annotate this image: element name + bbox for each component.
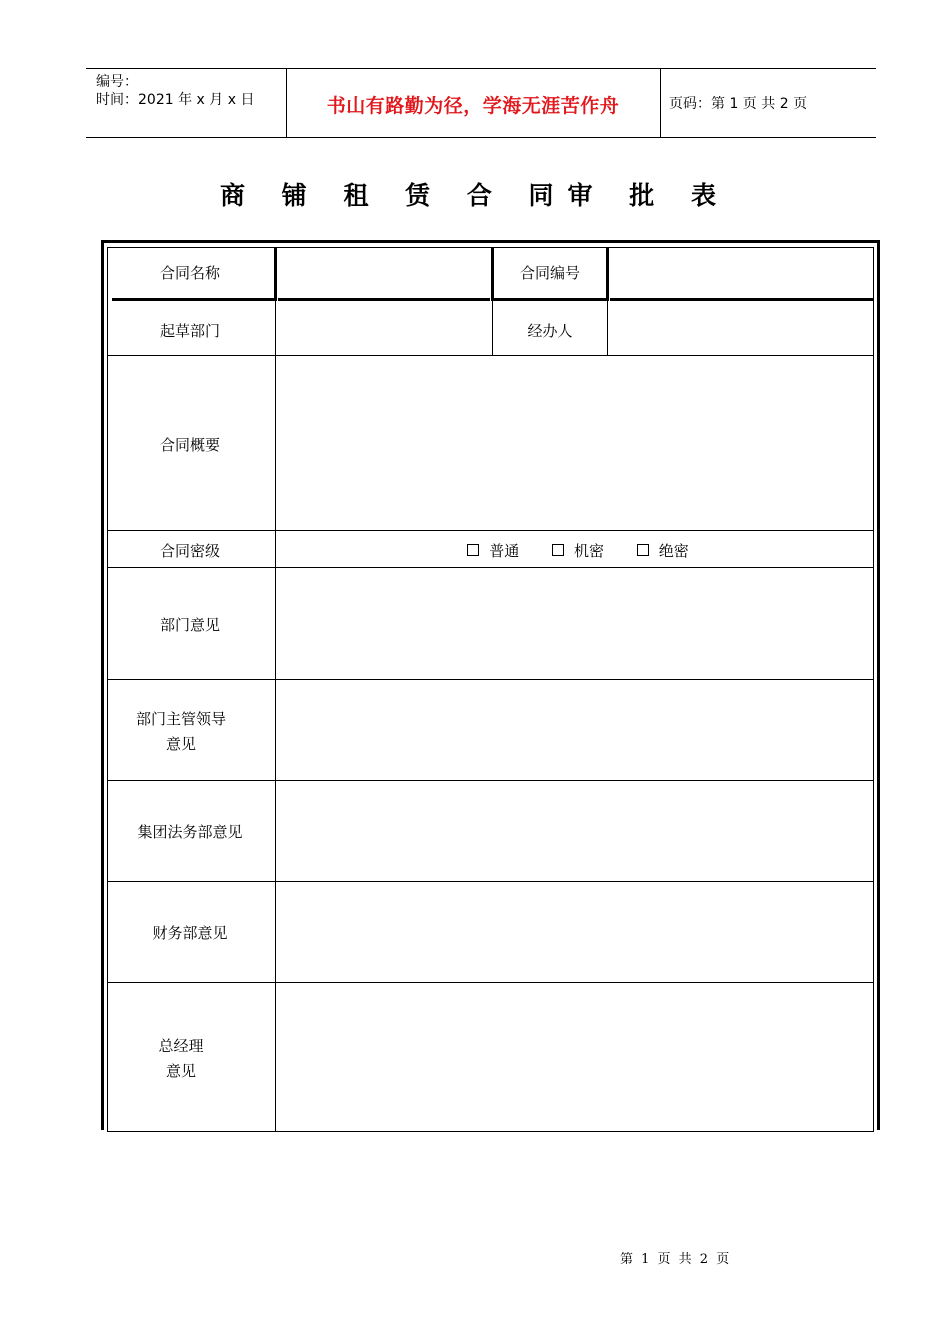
page-footer: 第 1 页 共 2 页 [620, 1252, 730, 1267]
approval-form [101, 240, 880, 1130]
dept-opinion-label: 部门意见 [159, 616, 220, 634]
gm-opinion-field[interactable] [276, 983, 876, 1131]
secrecy-option-top-secret[interactable]: 绝密 [637, 541, 689, 561]
summary-label: 合同概要 [159, 436, 220, 454]
header-motto: 书山有路勤为径，学海无涯苦作舟 [326, 95, 620, 117]
checkbox-icon[interactable] [637, 544, 649, 556]
secrecy-option-normal[interactable]: 普通 [467, 541, 519, 561]
secrecy-label: 合同密级 [159, 542, 220, 560]
header-divider [660, 69, 661, 137]
legal-opinion-field[interactable] [276, 781, 876, 881]
contract-name-field[interactable] [278, 249, 490, 297]
handler-label: 经办人 [527, 322, 573, 340]
secrecy-option-confidential[interactable]: 机密 [552, 541, 604, 561]
header-meta [96, 73, 254, 109]
finance-opinion-label: 财务部意见 [152, 924, 228, 942]
draft-dept-field[interactable] [276, 303, 492, 355]
legal-opinion-label: 集团法务部意见 [137, 823, 243, 841]
row-divider [494, 298, 606, 301]
checkbox-icon[interactable] [467, 544, 479, 556]
form-inner-border [107, 247, 108, 1131]
finance-opinion-field[interactable] [276, 882, 876, 982]
handler-field[interactable] [608, 303, 876, 355]
contract-number-label: 合同编号 [519, 264, 580, 282]
col-divider [606, 247, 609, 301]
summary-field[interactable] [276, 356, 876, 530]
document-title: 商 铺 租 赁 合 同审 批 表 [220, 181, 730, 210]
gm-opinion-label: 总经理 意见 [158, 1037, 204, 1080]
row-divider [610, 298, 874, 301]
contract-number-field[interactable] [610, 249, 874, 297]
dept-opinion-field[interactable] [276, 568, 876, 679]
row-divider [107, 1131, 874, 1132]
number-label: 编号： [96, 74, 138, 90]
header-page-number: 页码：第 1 页 共 2 页 [669, 96, 808, 112]
time-label: 时间：2021 年 x 月 x 日 [96, 92, 255, 108]
row-divider [112, 298, 276, 301]
contract-name-label: 合同名称 [159, 264, 220, 282]
checkbox-icon[interactable] [552, 544, 564, 556]
dept-leader-opinion-field[interactable] [276, 680, 876, 780]
dept-leader-opinion-label: 部门主管领导 意见 [135, 710, 226, 753]
draft-dept-label: 起草部门 [159, 322, 220, 340]
secrecy-options [276, 541, 880, 561]
row-divider [278, 298, 490, 301]
page-header [86, 68, 876, 138]
row-divider [107, 530, 874, 531]
